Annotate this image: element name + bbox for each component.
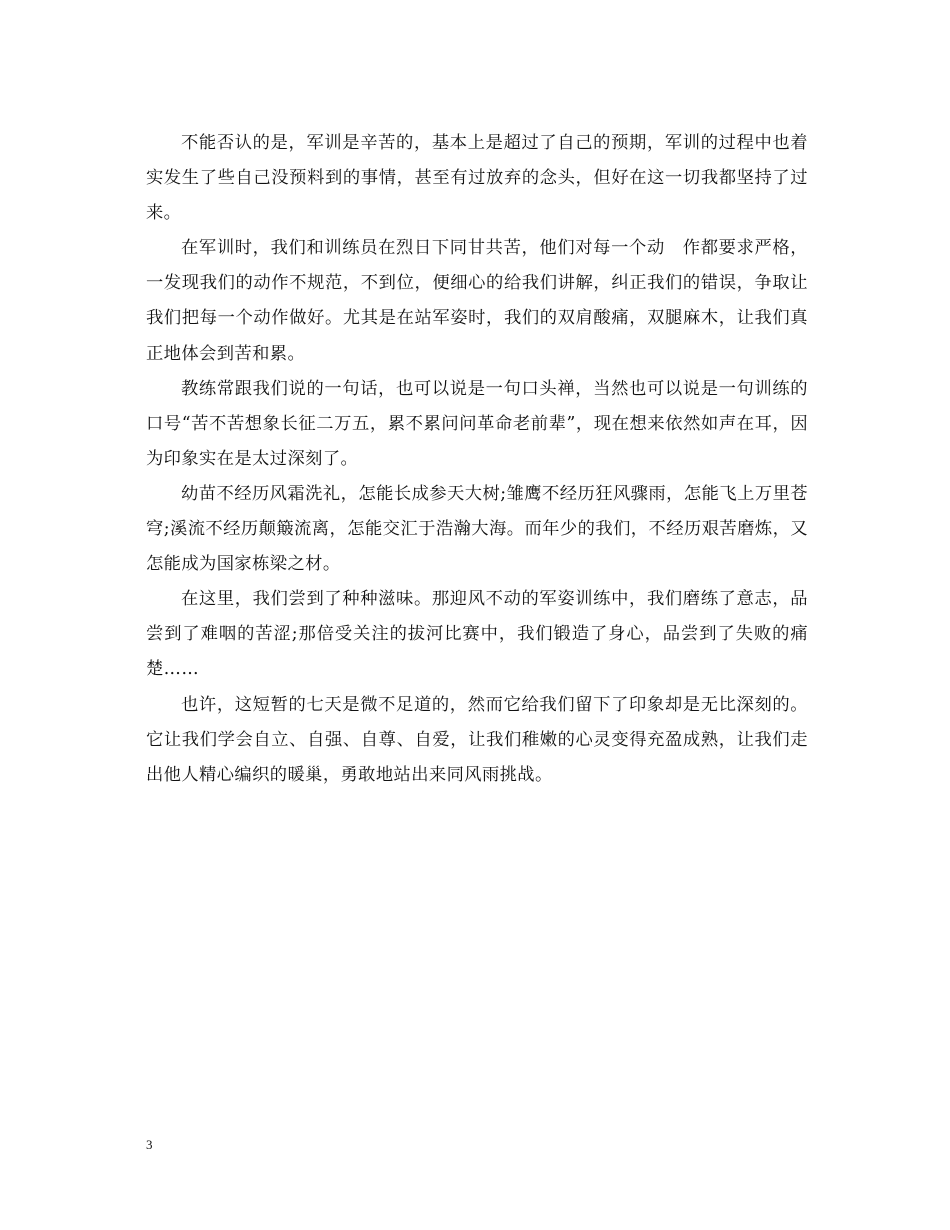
paragraph-4: 幼苗不经历风霜洗礼，怎能长成参天大树;雏鹰不经历狂风骤雨，怎能飞上万里苍穹;溪流不经历颠簸流离，怎能交汇于浩瀚大海。而年少的我们，不经历艰苦磨炼，又怎能成为国家栋梁之材。 <box>146 483 808 575</box>
paragraph-5: 在这里，我们尝到了种种滋味。那迎风不动的军姿训练中，我们磨练了意志，品尝到了难咽的苦涩;那倍受关注的拔河比赛中，我们锻造了身心，品尝到了失败的痛楚…… <box>146 589 808 680</box>
paragraph-6: 也许，这短暂的七天是微不足道的，然而它给我们留下了印象却是无比深刻的。它让我们学会自立、自强、自尊、自爱，让我们稚嫩的心灵变得充盈成熟，让我们走出他人精心编织的暖巢，勇敢地站出来同风雨挑战。 <box>146 694 808 785</box>
page-number: 3 <box>146 1137 153 1152</box>
paragraph-2: 在军训时，我们和训练员在烈日下同甘共苦，他们对每一个动 作都要求严格，一发现我们的动作不规范，不到位，便细心的给我们讲解，纠正我们的错误，争取让我们把每一个动作做好。尤其是在站军姿时，我们的双肩酸痛，双腿麻木，让我们真正地体会到苦和累。 <box>146 238 808 364</box>
paragraph-1: 不能否认的是，军训是辛苦的，基本上是超过了自己的预期，军训的过程中也着实发生了些自己没预料到的事情，甚至有过放弃的念头，但好在这一切我都坚持了过来。 <box>146 133 808 224</box>
paragraph-3: 教练常跟我们说的一句话，也可以说是一句口头禅，当然也可以说是一句训练的口号“苦不苦想象长征二万五，累不累问问革命老前辈”，现在想来依然如声在耳，因为印象实在是太过深刻了。 <box>146 378 808 469</box>
body-text <box>146 126 808 793</box>
